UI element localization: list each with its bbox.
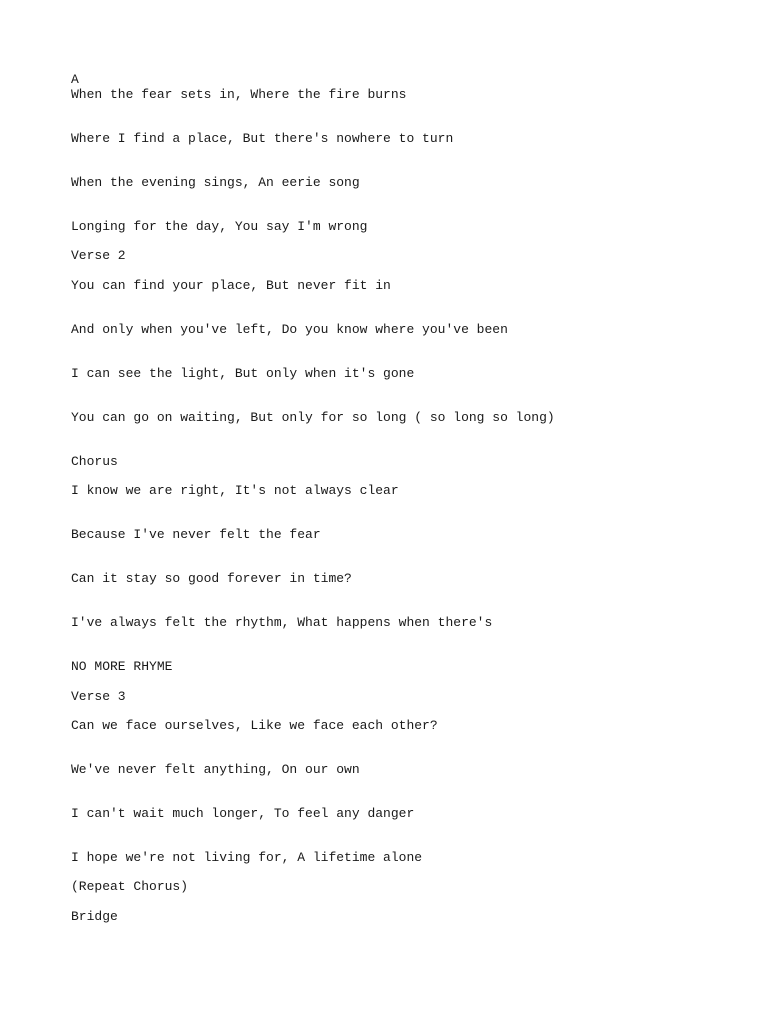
lyric-line: I've always felt the rhythm, What happens when there's <box>71 615 493 630</box>
lyric-line: I hope we're not living for, A lifetime alone <box>71 850 423 865</box>
lyric-line: You can find your place, But never fit in <box>71 278 391 293</box>
section-label-verse-2: Verse 2 <box>71 248 126 263</box>
lyric-line: Can it stay so good forever in time? <box>71 571 352 586</box>
section-label-chorus: Chorus <box>71 454 118 469</box>
lyric-line: NO MORE RHYME <box>71 659 173 674</box>
lyric-line: And only when you've left, Do you know where you've been <box>71 322 508 337</box>
lyric-line: Can we face ourselves, Like we face each other? <box>71 718 438 733</box>
lyric-line: When the fear sets in, Where the fire burns <box>71 87 407 102</box>
section-label-bridge: Bridge <box>71 909 118 924</box>
lyric-line: I can see the light, But only when it's gone <box>71 366 415 381</box>
lyric-line: You can go on waiting, But only for so long ( so long so long) <box>71 410 555 425</box>
section-label-repeat-chorus: (Repeat Chorus) <box>71 879 189 894</box>
lyric-line: I can't wait much longer, To feel any danger <box>71 806 415 821</box>
lyric-line: I know we are right, It's not always clear <box>71 483 399 498</box>
section-label-verse-3: Verse 3 <box>71 689 126 704</box>
lyric-line: When the evening sings, An eerie song <box>71 175 360 190</box>
lyric-line: Longing for the day, You say I'm wrong <box>71 219 368 234</box>
section-label-a: A <box>71 72 79 87</box>
lyric-line: Where I find a place, But there's nowhere to turn <box>71 131 454 146</box>
lyric-line: We've never felt anything, On our own <box>71 762 360 777</box>
lyric-line: Because I've never felt the fear <box>71 527 321 542</box>
